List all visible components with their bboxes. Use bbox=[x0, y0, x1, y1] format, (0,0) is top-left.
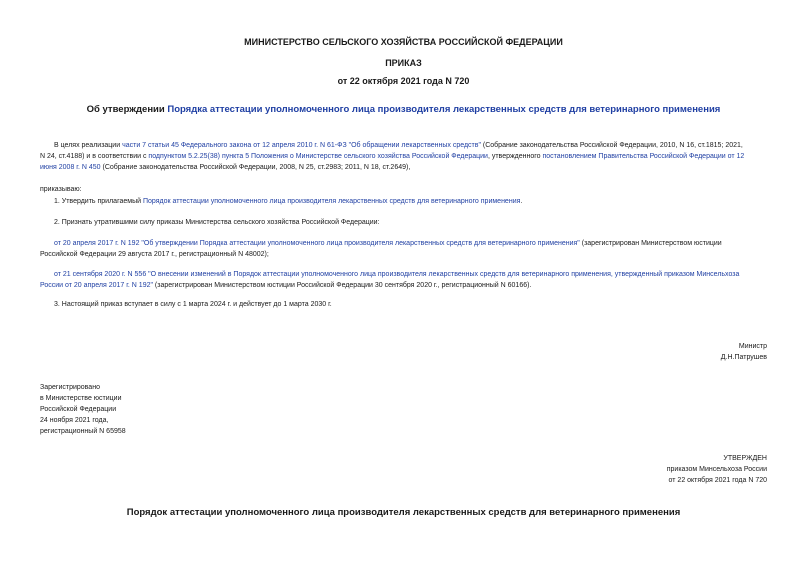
item-2: 2. Признать утратившими силу приказы Министерства сельского хозяйства Российской Федерации: bbox=[54, 219, 380, 226]
repealed-order-1 bbox=[40, 238, 770, 260]
title-link[interactable]: Порядка аттестации уполномоченного лица производителя лекарственных средств для ветеринарного применения bbox=[167, 104, 721, 115]
signature-name: Д.Н.Патрушев bbox=[720, 354, 767, 361]
item-1 bbox=[54, 196, 774, 207]
registration-line: 24 ноября 2021 года, bbox=[40, 417, 109, 424]
repealed-order-1-text: (зарегистрирован Министерством юстиции bbox=[579, 240, 722, 247]
item-1-text: . bbox=[520, 198, 523, 205]
ministry-heading: МИНИСТЕРСТВО СЕЛЬСКОГО ХОЗЯЙСТВА РОССИЙСКОЙ ФЕДЕРАЦИИ bbox=[244, 37, 563, 47]
registration-block bbox=[40, 382, 126, 437]
approval-line: УТВЕРЖДЕН bbox=[723, 455, 767, 462]
order-556-link-cont[interactable]: России от 20 апреля 2017 г. N 192" bbox=[40, 282, 153, 289]
order-556-link[interactable]: от 21 сентября 2020 г. N 556 "О внесении изменений в Порядок аттестации уполномоченного лица производителя лекарственных средств для ветеринарного применения, утвержденный приказом Минсельхоза bbox=[54, 271, 740, 278]
repealed-order-2-text: (зарегистрирован Министерством юстиции Российской Федерации 30 сентября 2020 г., регистрационный N 60166). bbox=[152, 282, 532, 289]
preamble-text: (Собрание законодательства Российской Федерации, 2010, N 16, ст.1815; 2021, bbox=[480, 142, 743, 149]
item-3: 3. Настоящий приказ вступает в силу с 1 марта 2024 г. и действует до 1 марта 2030 г. bbox=[54, 301, 332, 308]
approval-line: от 22 октября 2021 года N 720 bbox=[668, 477, 767, 484]
signature-role: Министр bbox=[738, 343, 767, 350]
preamble-text: N 24, ст.4188) и в соответствии с bbox=[40, 153, 149, 160]
procedure-link[interactable]: Порядок аттестации уполномоченного лица производителя лекарственных средств для ветеринарного применения bbox=[142, 198, 521, 205]
repealed-order-2-line-2 bbox=[40, 280, 770, 291]
repealed-order-2-line-1 bbox=[40, 269, 770, 280]
law-link[interactable]: части 7 статьи 45 Федерального закона от 12 апреля 2010 г. N 61-ФЗ "Об обращении лекарственных средств" bbox=[122, 142, 481, 149]
title-prefix: Об утверждении bbox=[86, 104, 168, 115]
preamble-text: В целях реализации bbox=[54, 142, 123, 149]
approval-line: приказом Минсельхоза России bbox=[666, 466, 767, 473]
preamble-line-2 bbox=[40, 151, 770, 162]
regulation-link[interactable]: подпунктом 5.2.25(38) пункта 5 Положения о Министерстве сельского хозяйства Российской Федерации bbox=[148, 153, 488, 160]
registration-line: регистрационный N 65958 bbox=[40, 428, 126, 435]
order-192-link[interactable]: от 20 апреля 2017 г. N 192 "Об утверждении Порядка аттестации уполномоченного лица производителя лекарственных средств для ветеринарного применения" bbox=[54, 240, 580, 247]
orders-word: приказываю: bbox=[40, 186, 82, 193]
preamble-paragraph bbox=[40, 140, 770, 173]
registration-line: в Министерстве юстиции bbox=[40, 395, 122, 402]
preamble-line-3 bbox=[40, 162, 770, 173]
resolution-link[interactable]: постановлением Правительства Российской Федерации от 12 bbox=[542, 153, 745, 160]
item-1-text: 1. Утвердить прилагаемый bbox=[54, 198, 143, 205]
repealed-order-2 bbox=[40, 269, 770, 291]
preamble-text: (Собрание законодательства Российской Федерации, 2008, N 25, ст.2983; 2011, N 18, ст.2649), bbox=[100, 164, 411, 171]
document-title bbox=[0, 104, 807, 115]
resolution-link-cont[interactable]: июня 2008 г. N 450 bbox=[40, 164, 101, 171]
repealed-order-1-line-2: Российской Федерации 29 августа 2017 г., регистрационный N 48002); bbox=[40, 251, 269, 258]
approval-block bbox=[667, 453, 767, 486]
registration-line: Российской Федерации bbox=[40, 406, 117, 413]
repealed-order-1-line-1 bbox=[40, 238, 770, 249]
order-heading: ПРИКАЗ bbox=[385, 58, 422, 68]
annex-title: Порядок аттестации уполномоченного лица производителя лекарственных средств для ветеринарного применения bbox=[126, 507, 681, 518]
preamble-text: , утвержденного bbox=[487, 153, 543, 160]
registration-line: Зарегистрировано bbox=[40, 384, 100, 391]
order-date: от 22 октября 2021 года N 720 bbox=[337, 76, 470, 86]
preamble-line-1 bbox=[40, 140, 770, 151]
signature-block bbox=[721, 341, 767, 363]
